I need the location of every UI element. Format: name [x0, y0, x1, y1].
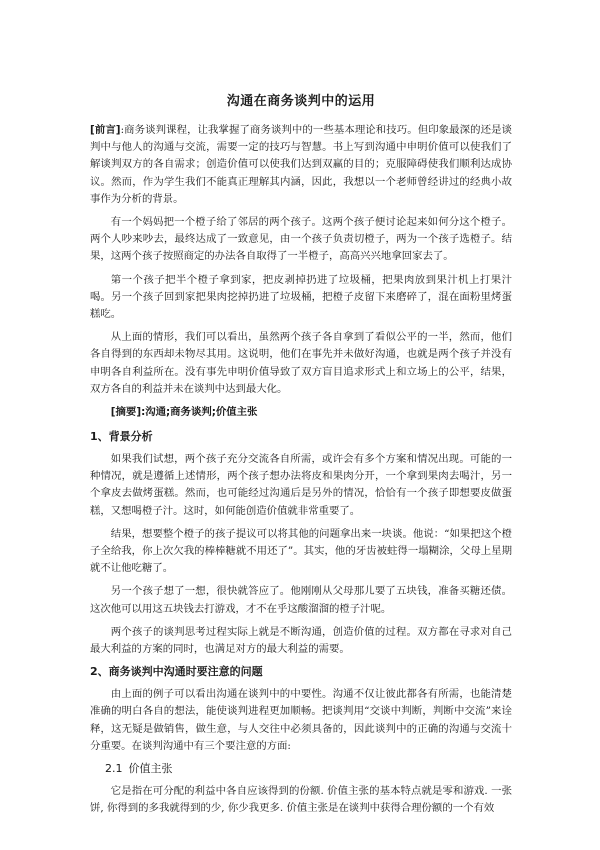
section-2-heading: 2、商务谈判中沟通时要注意的问题 [90, 665, 263, 679]
intro-paragraph-1: 有一个妈妈把一个橙子给了邻居的两个孩子。这两个孩子便讨论起来如何分这个橙子。两个人吵来吵去，最终达成了一致意见，由一个孩子负责切橙子，两为一个孩子选橙子。结果，这两个孩子按照商定的办法各自取得了一半橙子，高高兴兴地拿回家去了。 [90, 216, 512, 263]
preface-label: [前言] [90, 124, 121, 136]
document-body [90, 90, 512, 824]
intro-paragraph-3: 从上面的情形，我们可以看出，虽然两个孩子各自拿到了看似公平的一半，然而，他们各自得到的东西却未物尽其用。这说明，他们在事先并未做好沟通，也就是两个孩子并没有申明各自利益所在。没有事先申明价值导致了双方盲目追求形式上和立场上的公平，结果，双方各自的利益并未在谈判中达到最大化。 [90, 331, 512, 395]
preface-paragraph [90, 122, 512, 208]
section-2-paragraph-1: 由上面的例子可以看出沟通在谈判中的中要性。沟通不仅让彼此都各有所需，也能清楚准确的明白各自的想法，能使谈判进程更加顺畅。把谈判用“交谈中判断，判断中交流”来诠释，这无疑是做销售，做生意，与人交往中必须具备的，因此谈判中的正确的沟通与交流十分重要。在谈判沟通中有三个要注意的方面: [90, 688, 512, 752]
section-1-paragraph-3: 另一个孩子想了一想，很快就答应了。他刚刚从父母那儿要了五块钱，准备买糖还债。这次他可以用这五块钱去打游戏，才不在乎这酸溜溜的橙子汁呢。 [90, 585, 512, 615]
subsection-2-1-paragraph-1: 它是指在可分配的利益中各自应该得到的份额. 价值主张的基本特点就是零和游戏. 一张饼, 你得到的多我就得到的少, 你少我更多. 价值主张是在谈判中获得合理份额的一个有效 [90, 785, 512, 815]
abstract-line [90, 404, 512, 421]
abstract-label: [摘要] [110, 406, 142, 419]
section-1-paragraph-1: 如果我们试想，两个孩子充分交流各自所需，或许会有多个方案和情况出现。可能的一种情况，就是遵循上述情形，两个孩子想办法将皮和果肉分开，一个拿到果肉去喝汁，另一个拿皮去做烤蛋糕。然而，也可能经过沟通后是另外的情况，恰恰有一个孩子即想要皮做蛋糕，又想喝橙子汁。这时，如何能创造价值就非常重要了。 [90, 453, 512, 517]
abstract-keywords: :沟通;商务谈判;价值主张 [141, 406, 258, 419]
subsection-title: 价值主张 [128, 762, 173, 776]
intro-paragraph-2: 第一个孩子把半个橙子拿到家，把皮剥掉扔进了垃圾桶，把果肉放到果汁机上打果汁喝。另一个孩子回到家把果肉挖掉扔进了垃圾桶，把橙子皮留下来磨碎了，混在面粉里烤蛋糕吃。 [90, 273, 512, 321]
section-1-paragraph-4: 两个孩子的谈判思考过程实际上就是不断沟通，创造价值的过程。双方都在寻求对自己最大利益的方案的同时，也满足对方的最大利益的需要。 [90, 625, 512, 656]
document-title: 沟通在商务谈判中的运用 [226, 94, 376, 109]
subsection-number: 2.1 [105, 762, 123, 776]
subsection-2-1-heading [105, 761, 512, 777]
preface-text: :商务谈判课程，让我掌握了商务谈判中的一些基本理论和技巧。但印象最深的还是谈判中与他人的沟通与交流，需要一定的技巧与智慧。书上写到沟通中申明价值可以使我们了解谈判双方的各自需求；创造价值可以使我们达到双赢的目的；克服障碍使我们顺利达成协议。然而，作为学生我们不能真正理解其内涵，因此，我想以一个老师曾经讲过的经典小故事作为分析的背景。 [90, 124, 512, 205]
section-1-paragraph-2: 结果，想要整个橙子的孩子提议可以将其他的问题拿出来一块谈。他说：“如果把这个橙子全给我，你上次欠我的棒棒糖就不用还了”。其实，他的牙齿被蛀得一塌糊涂，父母上星期就不让他吃糖了。 [90, 527, 512, 575]
section-1-heading: 1、背景分析 [90, 430, 153, 444]
